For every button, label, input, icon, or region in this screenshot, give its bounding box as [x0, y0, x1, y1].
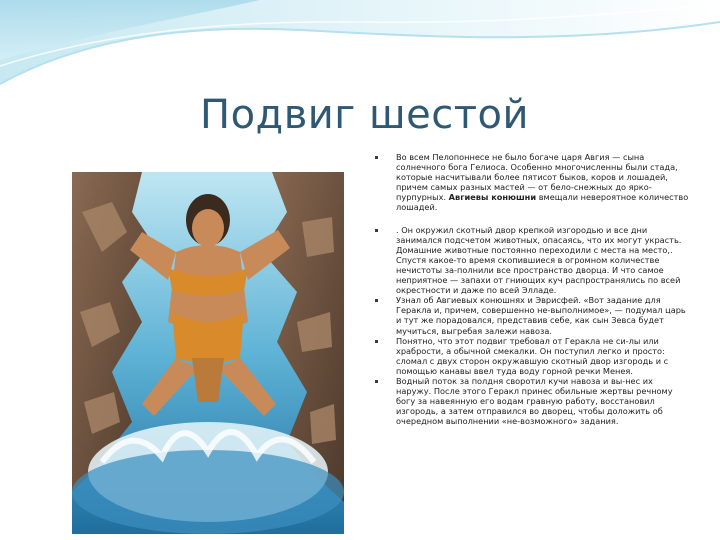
- bullet-bold-text: Авгиевы конюшни: [448, 192, 537, 203]
- hercules-illustration: [72, 172, 344, 534]
- list-item: [372, 295, 690, 335]
- list-item: [372, 225, 690, 296]
- bullet-text: . Он окружил скотный двор крепкой изгородью и все дни занимался подсчетом животных, опасаясь, что их могут украсть. Домашние животные постоянно переходили с места на место,. Спустя какое-то время скопившиеся в огромном количестве нечистоты за-полнили все пространство дворца. И что самое неприятное — запахи от гниющих куч распространялись по всей окрестности и даже по всей Элладе.: [396, 224, 682, 296]
- slide-title: Подвиг шестой: [200, 92, 529, 138]
- bullet-text: Во всем Пелопоннесе не было богаче царя Авгия — сына солнечного бога Гелиоса. Особенно многочисленны были стада, которые насчитывали более пятисот быков, коров и лошадей, причем самых разных мастей — от бело-снежных до ярко-пурпурных.: [396, 152, 678, 203]
- decorative-header-band: [0, 0, 720, 100]
- list-item: [372, 376, 690, 426]
- list-item: [372, 152, 690, 213]
- bullet-icon: [375, 340, 378, 343]
- bullet-text-tail: вмещали невероятное количество лошадей.: [396, 192, 689, 213]
- bullet-text: Понятно, что этот подвиг требовал от Геракла не си-лы или храбрости, а обычной смекалки. Он поступил легко и просто: сломал с двух сторон окружавшую скотный двор изгородь и с помощью канавы ввел туда воду горной речки Менея.: [396, 335, 669, 376]
- bullet-text: Водный поток за полдня своротил кучи навоза и вы-нес их наружу. После этого Геракл принес обильные жертвы речному богу за навеянную его водам гравную работу, восстановил изгородь, а затем отправился во дворец, чтобы доложить об очередном выполнении «не-возможного» задания.: [396, 375, 673, 427]
- bullet-icon: [375, 299, 378, 302]
- bullet-icon: [375, 380, 378, 383]
- bullet-icon: [375, 229, 378, 232]
- text-column: [372, 152, 690, 426]
- list-item: [372, 336, 690, 376]
- bullet-text: Узнал об Авгиевых конюшнях и Эврисфей. «Вот задание для Геракла и, причем, совершенно не-выполнимое», — подумал царь и тут же порадовался, представив себе, как сын Зевса будет мучиться, выгребая залежи навоза.: [396, 295, 686, 336]
- bullet-icon: [375, 156, 378, 159]
